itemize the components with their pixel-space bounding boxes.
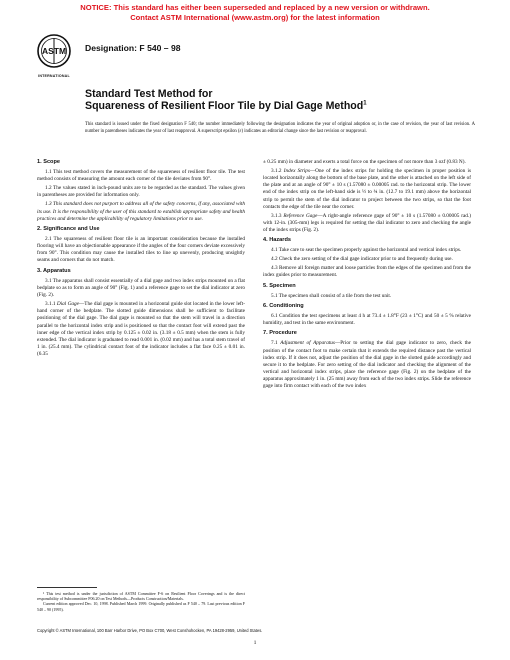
notice-line-2: Contact ASTM International (www.astm.org) for the latest information — [130, 13, 380, 22]
paragraph-2-1: 2.1 The squareness of resilient floor tile is an important consideration because the installed flooring will have an objectionable appearance if the angles of the four corners deviate excessively from 90°. This condition may cause the installed tiles to line up unevenly, producing unsightly seams and corners that do not match. — [37, 236, 245, 264]
paragraph-1-1: 1.1 This test method covers the measurement of the squareness of resilient floor tile. The test method consists of measuring the amount each corner of the tile deviates from 90°. — [37, 169, 245, 183]
section-heading-hazards: 4. Hazards — [263, 237, 291, 244]
logo-caption: INTERNATIONAL — [38, 74, 70, 78]
paragraph-4-3: 4.3 Remove all foreign matter and loose particles from the edges of the specimen and from the index guides prior to measurement. — [263, 265, 471, 279]
standard-issuance-note: This standard is issued under the fixed designation F 540; the number immediately following the designation indicates the year of original adoption or, in the case of revision, the year of last revision. A number in parentheses indicates the year of last reapproval. A superscript epsilon (ε) indicates an editorial change since the last revision or reapproval. — [85, 122, 475, 134]
section-heading-apparatus: 3. Apparatus — [37, 267, 71, 274]
section-heading-scope: 1. Scope — [37, 159, 61, 165]
paragraph-3-1: 3.1 The apparatus shall consist essentially of a dial gage and two index strips mounted on a flat bedplate so as to form an angle of 90° (Fig. 1) and a reference gage to set the dial indicator at zero (Fig. 2). — [37, 277, 245, 299]
left-column — [37, 159, 245, 360]
paragraph-3-1-3: 3.1.3 Reference Gage—A right-angle reference gage of 90° ± 10 s (1.57080 ± 0.00005 rad.) with 12-in. (305-mm) legs is required for setting the dial indicator to zero and checking the angle of the index strips (Fig. 2). — [263, 212, 471, 233]
title-line-2: Squareness of Resilient Floor Tile by Dial Gage Method$^1$ — [85, 100, 367, 112]
paragraph-1-3: 1.3 This standard does not purport to address all of the safety concerns, if any, associated with its use. It is the responsibility of the user of this standard to establish appropriate safety and health practices and determine the applicability of regulatory limitations prior to use. — [37, 201, 245, 222]
copyright-line: Copyright © ASTM International, 100 Barr Harbor Drive, PO Box C700, West Conshohocken, PA 19428-2959, United States. — [37, 628, 263, 633]
section-heading-procedure: 7. Procedure — [263, 330, 297, 337]
section-heading-specimen: 5. Specimen — [263, 282, 296, 289]
title-line-1: Standard Test Method for — [85, 88, 213, 100]
paragraph-3-1-2: 3.1.2 Index Strips—One of the index strips for holding the specimen in proper position is located horizontally along the bottom of the base plate, and the other is attached on the left side of the plate and at an angle of 90° ± 10 s (1.57080 ± 0.00005 rad. to the horizontal strip. The lower end of the index strip on the left-hand side is ½ to ¾ in. (12.7 to 19.1 mm) above the horizontal strip to permit the stem of the dial indicator to project between the two strips, so that the foot contacts the edge of the tile near the corner. — [263, 167, 472, 210]
document-title — [85, 88, 485, 112]
paragraph-3-1-1: 3.1.1 Dial Gage—The dial gage is mounted in a horizontal guide slot located in the lower left-hand corner of the bedplate. The slotted guide dimensions shall be sufficient to facilitate positioning of the dial gage. The dial gage is mounted so that the stem will travel in a direction parallel to the horizontal index strip and is positioned so that the contact foot will extend past the inner edge of the vertical index strip by 0.125 ± 0.02 in. (3.18 ± 0.5 mm) when the stem is fully extended. The dial indicator is graduated to read 0.001 in. (0.02 mm) and has a total stem travel of 1 in. (25.4 mm). The cylindrical contact foot of the indicator includes a flat face 0.25 ± 0.01 in. (6.35 — [37, 301, 245, 358]
paragraph-4-2: 4.2 Check the zero setting of the dial gage indicator prior to and frequently during use. — [271, 256, 453, 263]
footnote-1: ¹ This test method is under the jurisdiction of ASTM Committee F-6 on Resilient Floor Coverings and is the direct responsibility of Subcommittee F06.20 on Test Methods—Products Construction/Materials. — [37, 591, 245, 602]
footnote-2: Current edition approved Dec. 10, 1998. Published March 1999. Originally published as F 540 – 79. Last previous edition F 540 – 90 (1995). — [37, 601, 245, 612]
astm-logo-icon — [36, 33, 72, 73]
paragraph-5-1: 5.1 The specimen shall consist of a tile from the test unit. — [271, 292, 392, 299]
right-column — [263, 159, 471, 392]
paragraph-4-1: 4.1 Take care to seat the specimen properly against the horizontal and vertical index strips. — [271, 247, 462, 254]
supersede-notice — [0, 3, 510, 23]
section-heading-significance: 2. Significance and Use — [37, 225, 100, 232]
page-number: 1 — [253, 640, 257, 646]
paragraph-1-2: 1.2 The values stated in inch-pound units are to be regarded as the standard. The values given in parentheses are provided for information only. — [37, 185, 245, 199]
paragraph-3-1-1-continued: ± 0.25 mm) in diameter and exerts a total force on the specimen of not more than 3 ozf (0.83 N). — [263, 159, 466, 165]
designation: Designation: F 540 – 98 — [85, 43, 181, 53]
svg-text:ASTM: ASTM — [41, 46, 67, 56]
section-heading-conditioning: 6. Conditioning — [263, 302, 304, 309]
footnote-divider — [37, 587, 97, 588]
paragraph-6-1: 6.1 Condition the test specimens at least 4 h at 73.4 ± 1.8°F (23 ± 1°C) and 50 ± 5 % relative humidity, and test in the same environment. — [263, 313, 471, 327]
paragraph-7-1: 7.1 Adjustment of Apparatus—Prior to setting the dial gage indicator to zero, check the position of the contact foot to make certain that it extends the required distance past the vertical index strip. If it does not, adjust the position of the dial gage in the slotted guide accordingly and secure it to the bedplate. For zero setting of the dial indicator and checking the alignment of the vertical and horizontal index strips, place the reference gage (Fig. 2) on the bedplate of the apparatus approximately 1 in. (25 mm) away from each of the two index strips. Slide the reference gage into firm contact with each of the two index — [263, 340, 472, 390]
notice-line-1: NOTICE: This standard has either been superseded and replaced by a new version or withdrawn. — [80, 3, 430, 12]
title-footnote-mark: 1 — [363, 100, 367, 107]
footnote — [37, 591, 245, 612]
